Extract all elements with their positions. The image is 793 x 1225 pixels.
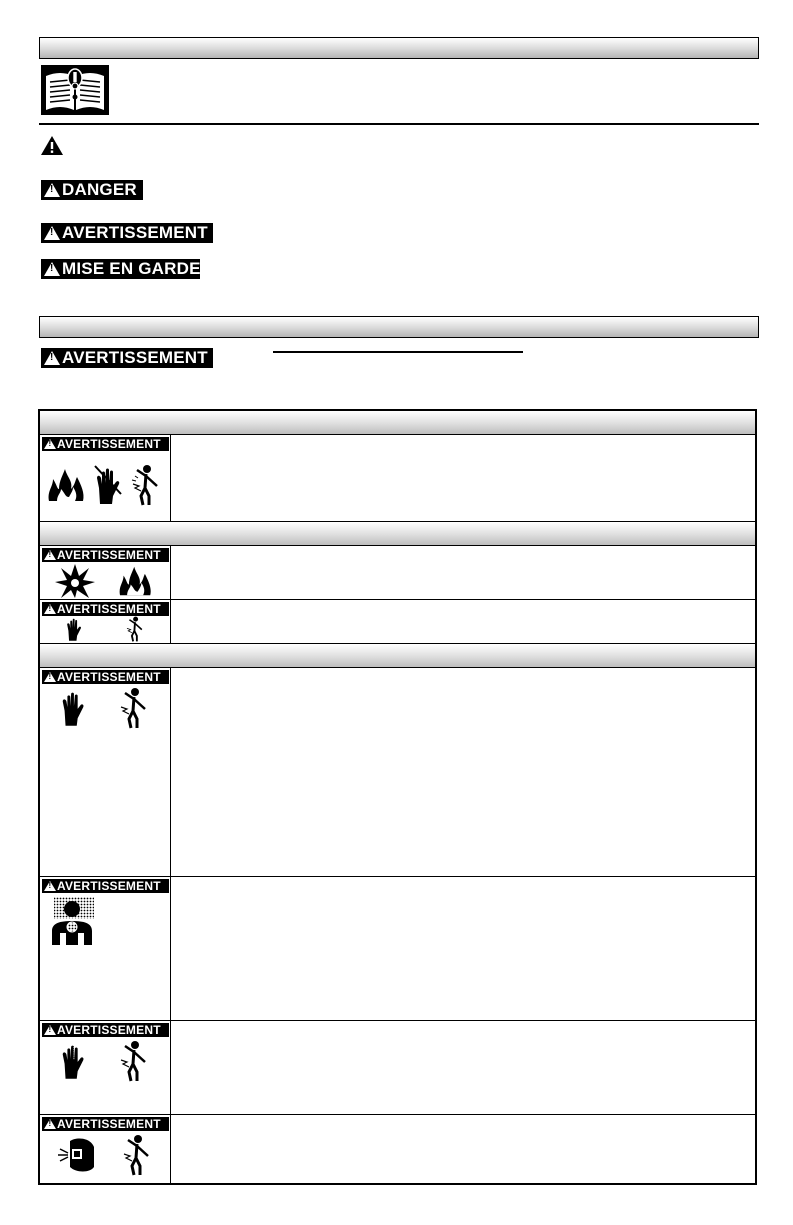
warning-label: AVERTISSEMENT [62,348,208,367]
alert-triangle-icon [40,135,64,156]
warning-triangle-icon [44,1119,56,1129]
warning-badge [42,1117,169,1131]
hazard-table [38,409,757,1185]
warning-badge-intro [41,348,213,368]
warning-label: AVERTISSEMENT [57,548,161,562]
hand-hazard-icon [59,1041,87,1081]
electric-shock-person-icon [120,1134,154,1176]
warning-badge [42,670,169,684]
warning-badge [41,223,213,243]
warning-triangle-icon [44,439,56,449]
fire-icon [47,467,87,503]
table-row-respirator [40,877,755,1021]
warning-triangle-icon [44,1025,56,1035]
warning-badge [42,548,169,562]
warning-label: AVERTISSEMENT [57,602,161,616]
table-row-icon-cell [40,1021,171,1114]
table-row-explosion-fire [40,546,755,600]
warning-triangle-icon [44,262,60,276]
warning-triangle-icon [44,881,56,891]
warning-triangle-icon [44,672,56,682]
hand-hazard-icon [59,688,87,728]
hand-hazard-icon [64,616,84,642]
section-header-bar-2 [39,316,759,338]
table-row-icon-cell [40,668,171,876]
electric-shock-person-icon [117,1040,151,1082]
caution-badge [41,259,200,279]
warning-label: AVERTISSEMENT [57,879,161,893]
underline-rule [273,351,523,353]
table-row-fire-shock [40,435,755,522]
warning-triangle-icon [44,550,56,560]
warning-label: AVERTISSEMENT [62,223,208,242]
table-section-header-3 [40,644,755,668]
danger-label: DANGER [62,180,137,199]
table-row-hand-shock-long [40,668,755,877]
warning-triangle-icon [44,351,60,365]
table-section-header-1 [40,411,755,435]
caution-label: MISE EN GARDE [62,259,201,278]
warning-label: AVERTISSEMENT [57,437,161,451]
warning-triangle-icon [44,183,60,197]
table-row-icon-cell [40,546,171,599]
warning-badge [42,437,169,451]
divider-line [39,123,759,125]
read-manual-book-icon [40,64,110,116]
table-row-icon-cell [40,877,171,1020]
warning-badge [42,1023,169,1037]
electric-shock-person-icon [124,616,146,642]
respirator-icon [50,897,96,945]
electric-shock-person-icon [117,687,151,729]
warning-label: AVERTISSEMENT [57,1117,161,1131]
table-row-icon-cell [40,600,171,643]
warning-triangle-icon [44,604,56,614]
table-row-hand-shock [40,600,755,644]
section-header-bar-1 [39,37,759,59]
warning-label: AVERTISSEMENT [57,1023,161,1037]
explosion-icon [55,564,95,598]
table-row-icon-cell [40,1115,171,1183]
face-shield-icon [56,1137,96,1173]
table-row-face-shield [40,1115,755,1183]
table-section-header-2 [40,522,755,546]
electric-shock-person-icon [129,464,163,506]
fire-icon [117,565,155,597]
danger-badge [41,180,143,200]
warning-badge [42,602,169,616]
table-row-icon-cell [40,435,171,521]
warning-badge [42,879,169,893]
warning-label: AVERTISSEMENT [57,670,161,684]
hand-hazard-icon [93,464,123,506]
table-row-hand-shock-2 [40,1021,755,1115]
warning-triangle-icon [44,226,60,240]
